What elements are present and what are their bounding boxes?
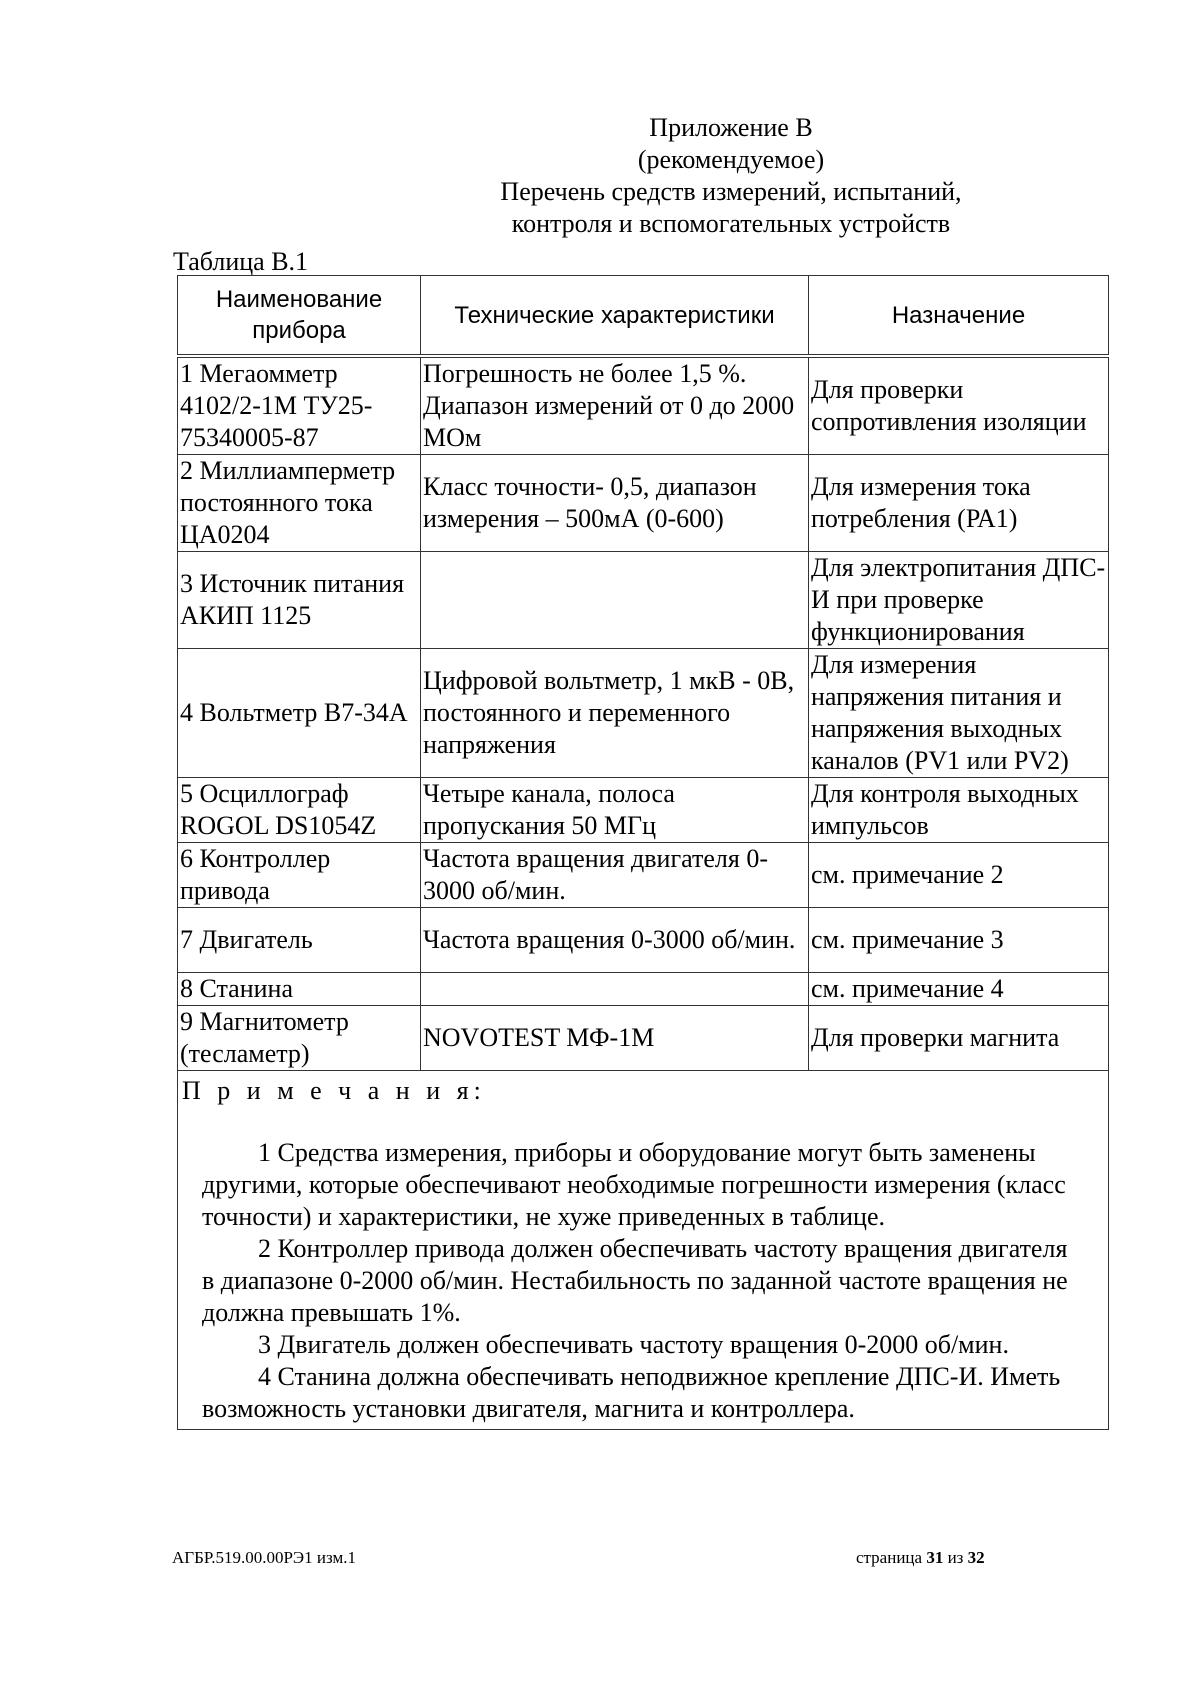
cell-name: 4 Вольтметр В7-34А (178, 649, 421, 778)
cell-specs: NOVOTEST МФ-1М (421, 1006, 809, 1071)
notes-body (178, 1137, 1108, 1429)
equipment-table (177, 275, 1109, 1430)
header-specs: Технические характеристики (421, 276, 809, 357)
cell-purpose: см. примечание 4 (809, 973, 1109, 1006)
cell-specs: Четыре канала, полоса пропускания 50 МГц (421, 778, 809, 843)
table-header-row (178, 276, 1109, 357)
notes-title: П р и м е ч а н и я: (182, 1076, 486, 1105)
cell-specs: Класс точности- 0,5, диапазон измерения – 500мА (0-600) (421, 455, 809, 552)
note-item: 3 Двигатель должен обеспечивать частоту вращения 0-2000 об/мин. (258, 1330, 1009, 1359)
page-word: страница (856, 1548, 923, 1567)
note-item: 2 Контроллер привода должен обеспечивать частоту вращения двигателя в диапазоне 0-2000 об/мин. Нестабильность по заданной частоте вращения не должна превышать 1%. (202, 1234, 1068, 1327)
page-total: 32 (967, 1548, 985, 1567)
page-current: 31 (926, 1548, 944, 1567)
cell-purpose: Для измерения напряжения питания и напряжения выходных каналов (PV1 или PV2) (809, 649, 1109, 778)
table-caption: Таблица В.1 (173, 247, 309, 276)
cell-name: 9 Магнитометр (тесламетр) (178, 1006, 421, 1071)
cell-name: 1 Мегаомметр 4102/2-1М ТУ25-75340005-87 (178, 356, 421, 455)
table-row (178, 552, 1109, 649)
cell-name: 3 Источник питания АКИП 1125 (178, 552, 421, 649)
appendix-title: Приложение В (649, 113, 813, 142)
appendix-heading (178, 112, 1191, 240)
table-row (178, 778, 1109, 843)
table-row (178, 1006, 1109, 1071)
cell-name: 6 Контроллер привода (178, 843, 421, 908)
table-row (178, 908, 1109, 973)
note-item: 4 Станина должна обеспечивать неподвижное крепление ДПС-И. Иметь возможность установки двигателя, магнита и контроллера. (202, 1362, 1061, 1423)
cell-purpose: см. примечание 3 (809, 908, 1109, 973)
cell-name: 2 Миллиамперметр постоянного тока ЦА0204 (178, 455, 421, 552)
cell-purpose: см. примечание 2 (809, 843, 1109, 908)
appendix-subtitle-line2: контроля и вспомогательных устройств (511, 209, 951, 238)
cell-specs: Частота вращения двигателя 0-3000 об/мин. (421, 843, 809, 908)
header-name: Наименование прибора (178, 276, 421, 357)
table-row (178, 973, 1109, 1006)
appendix-subtitle-line1: Перечень средств измерений, испытаний, (500, 177, 962, 206)
table-row (178, 843, 1109, 908)
table-row (178, 455, 1109, 552)
cell-name: 8 Станина (178, 973, 421, 1006)
page-number (856, 1548, 985, 1568)
table-row (178, 649, 1109, 778)
cell-specs: Цифровой вольтметр, 1 мкВ - 0В, постоянного и переменного напряжения (421, 649, 809, 778)
cell-specs (421, 552, 809, 649)
cell-purpose: Для проверки сопротивления изоляции (809, 356, 1109, 455)
document-code: АГБР.519.00.00РЭ1 изм.1 (172, 1548, 356, 1567)
cell-purpose: Для электропитания ДПС-И при проверке функционирования (809, 552, 1109, 649)
cell-name: 7 Двигатель (178, 908, 421, 973)
cell-specs: Частота вращения 0-3000 об/мин. (421, 908, 809, 973)
notes-cell (178, 1071, 1109, 1430)
of-word: из (947, 1548, 964, 1567)
appendix-status: (рекомендуемое) (637, 145, 825, 174)
notes-row (178, 1071, 1109, 1430)
note-item: 1 Средства измерения, приборы и оборудование могут быть заменены другими, которые обеспечивают необходимые погрешности измерения (класс точности) и характеристики, не хуже приведенных в таблице. (202, 1138, 1066, 1231)
cell-specs: Погрешность не более 1,5 %. Диапазон измерений от 0 до 2000 МОм (421, 356, 809, 455)
cell-name: 5 Осциллограф ROGOL DS1054Z (178, 778, 421, 843)
cell-purpose: Для проверки магнита (809, 1006, 1109, 1071)
cell-specs (421, 973, 809, 1006)
header-purpose: Назначение (809, 276, 1109, 357)
cell-purpose: Для контроля выходных импульсов (809, 778, 1109, 843)
cell-purpose: Для измерения тока потребления (РА1) (809, 455, 1109, 552)
table-row (178, 356, 1109, 455)
